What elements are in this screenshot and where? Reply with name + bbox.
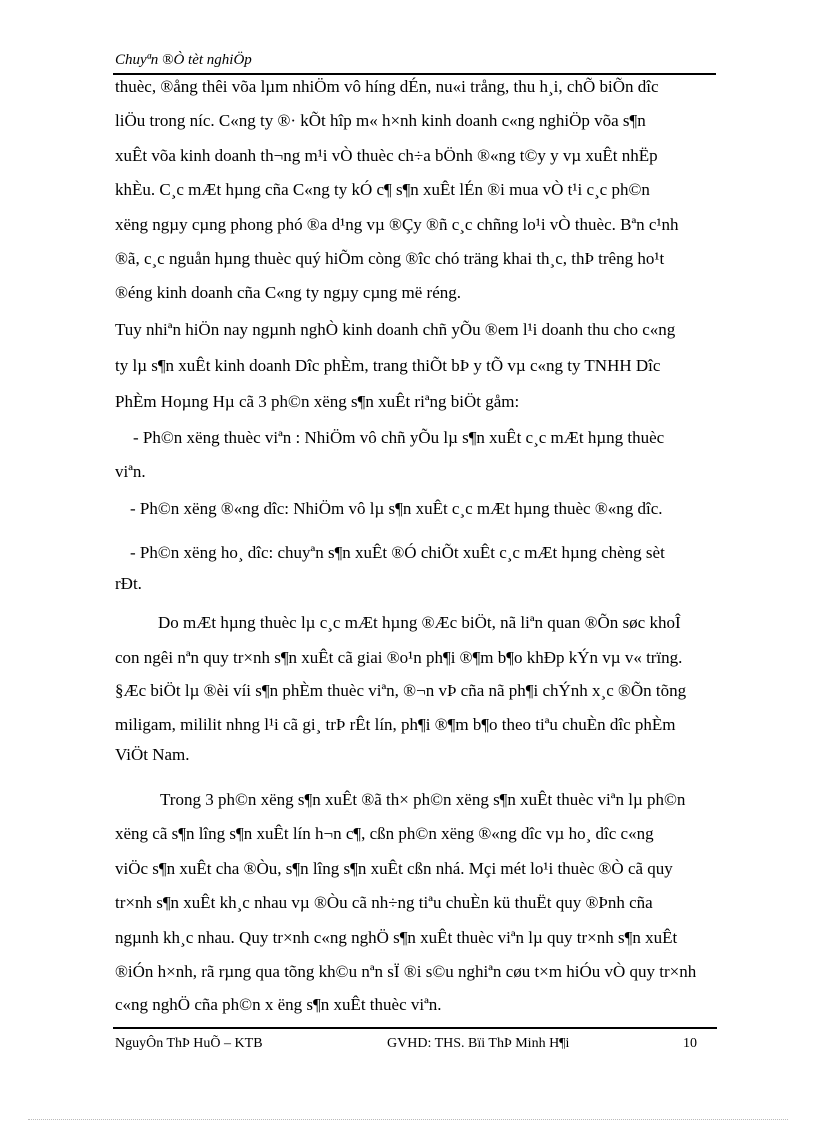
body-line-18: §Æc biÖt lµ ®èi víi s¶n phÈm thuèc viªn, ®¬n vÞ cña nã ph¶i chÝnh x¸c ®Õn tõng: [115, 681, 687, 700]
body-line-2: liÖu trong níc. C«ng ty ®· kÕt hîp m« h×nh kinh doanh c«ng nghiÖp võa s¶n: [115, 111, 646, 130]
body-line-23: viÖc s¶n xuÊt cha ®Òu, s¶n lîng s¶n xuÊt cßn nhá. Mçi mét lo¹i thuèc ®Ò cã quy: [115, 859, 673, 878]
body-line-7: ®éng kinh doanh cña C«ng ty ngµy cµng më réng.: [115, 283, 461, 302]
body-line-14: - Ph©n xëng ho¸ dîc: chuyªn s¶n xuÊt ®Ó chiÕt xuÊt c¸c mÆt hµng chèng sèt: [130, 543, 665, 562]
body-line-3: xuÊt võa kinh doanh th¬ng m¹i vÒ thuèc ch÷a bÖnh ®«ng t©y y vµ xuÊt nhËp: [115, 146, 658, 165]
body-line-6: ®ã, c¸c nguån hµng thuèc quý hiÕm còng ®îc chó träng khai th¸c, thÞ trêng ho¹t: [115, 249, 665, 268]
footer-advisor: GVHD: THS. Bïi ThÞ Minh H¶i: [387, 1036, 570, 1051]
body-line-1: thuèc, ®ång thêi võa lµm nhiÖm vô híng dÉn, nu«i trång, thu h¸i, chÕ biÕn dîc: [115, 77, 659, 96]
body-line-19: miligam, mililit nhng l¹i cã gi¸ trÞ rÊt lín, ph¶i ®¶m b¶o theo tiªu chuÈn dîc phÈm: [115, 715, 676, 734]
body-line-10: PhÈm Hoµng Hµ cã 3 ph©n xëng s¶n xuÊt riªng biÖt gåm:: [115, 392, 520, 411]
body-line-21: Trong 3 ph©n xëng s¶n xuÊt ®ã th× ph©n xëng s¶n xuÊt thuèc viªn lµ ph©n: [160, 790, 686, 809]
body-line-11: - Ph©n xëng thuèc viªn : NhiÖm vô chñ yÕu lµ s¶n xuÊt c¸c mÆt hµng thuèc: [133, 428, 665, 447]
body-line-9: ty lµ s¶n xuÊt kinh doanh Dîc phÈm, trang thiÕt bÞ y tÕ vµ c«ng ty TNHH Dîc: [115, 356, 661, 375]
page-bottom-divider: [28, 1119, 788, 1120]
body-line-25: ngµnh kh¸c nhau. Quy tr×nh c«ng nghÖ s¶n xuÊt thuèc viªn lµ quy tr×nh s¶n xuÊt: [115, 928, 678, 947]
page-header-title: Chuyªn ®Ò tèt nghiÖp: [115, 52, 252, 68]
body-line-16: Do mÆt hµng thuèc lµ c¸c mÆt hµng ®Æc biÖt, nã liªn quan ®Õn søc khoÎ: [158, 613, 681, 632]
body-line-22: xëng cã s¶n lîng s¶n xuÊt lín h¬n c¶, cßn ph©n xëng ®«ng dîc vµ ho¸ dîc c«ng: [115, 824, 654, 843]
body-line-8: Tuy nhiªn hiÖn nay ngµnh nghÒ kinh doanh chñ yÕu ®em l¹i doanh thu cho c«ng: [115, 320, 676, 339]
body-line-17: con ngêi nªn quy tr×nh s¶n xuÊt cã giai ®o¹n ph¶i ®¶m b¶o khÐp kÝn vµ v« trïng.: [115, 648, 683, 667]
body-line-26: ®iÓn h×nh, rã rµng qua tõng kh©u nªn sÏ ®i s©u nghiªn cøu t×m hiÓu vÒ quy tr×nh: [115, 962, 697, 981]
body-line-27: c«ng nghÖ cña ph©n x ëng s¶n xuÊt thuèc viªn.: [115, 995, 442, 1014]
header-rule: [113, 73, 716, 75]
body-line-24: tr×nh s¶n xuÊt kh¸c nhau vµ ®Òu cã nh÷ng tiªu chuÈn kü thuËt quy ®Þnh cña: [115, 893, 653, 912]
body-line-20: ViÖt Nam.: [115, 745, 190, 764]
footer-author: NguyÔn ThÞ HuÕ – KTB: [115, 1036, 263, 1051]
body-line-4: khÈu. C¸c mÆt hµng cña C«ng ty kÓ c¶ s¶n xuÊt lÉn ®i mua vÒ t¹i c¸c ph©n: [115, 180, 650, 199]
body-line-12: viªn.: [115, 462, 146, 481]
footer-rule: [113, 1027, 717, 1029]
body-line-5: xëng ngµy cµng phong phó ®a d¹ng vµ ®Çy ®ñ c¸c chñng lo¹i vÒ thuèc. Bªn c¹nh: [115, 215, 679, 234]
footer-page-number: 10: [683, 1036, 697, 1051]
body-line-13: - Ph©n xëng ®«ng dîc: NhiÖm vô lµ s¶n xuÊt c¸c mÆt hµng thuèc ®«ng dîc.: [130, 499, 663, 518]
body-line-15: rÐt.: [115, 574, 142, 593]
